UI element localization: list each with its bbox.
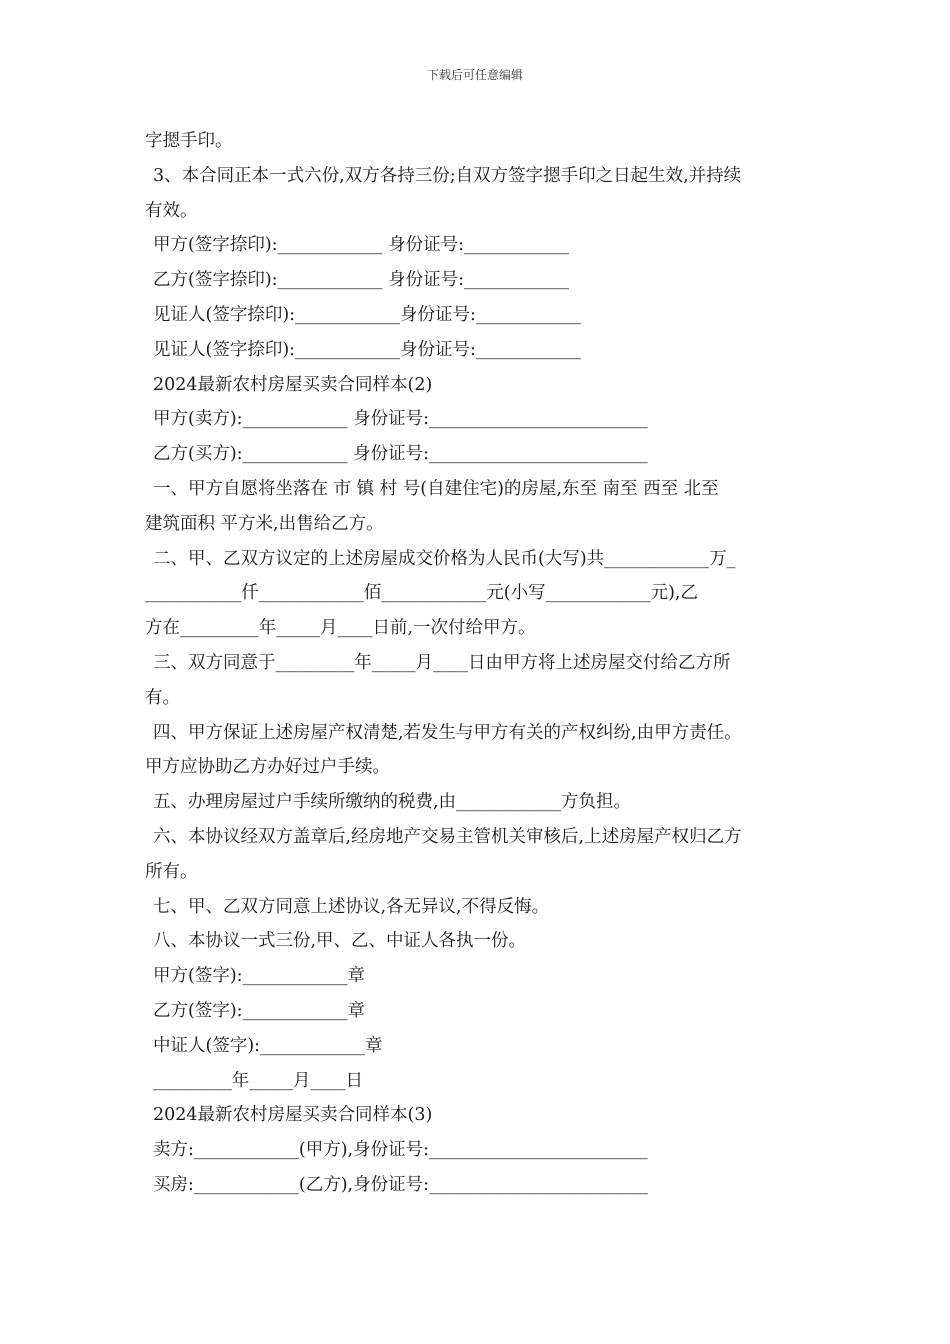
text-line: 卖方:____________(甲方),身份证号:_________________________ [153, 1140, 648, 1161]
text-line: 四、甲方保证上述房屋产权清楚,若发生与甲方有关的产权纠纷,由甲方责任。 [153, 722, 742, 743]
text-line: 方在_________年_____月____日前,一次付给甲方。 [145, 618, 536, 639]
text-line: 甲方(卖方):____________ 身份证号:_________________________ [153, 409, 648, 430]
text-line: 2024最新农村房屋买卖合同样本(3) [153, 1105, 433, 1126]
text-line: 五、办理房屋过户手续所缴纳的税费,由____________方负担。 [153, 792, 632, 813]
text-line: 甲方(签字):____________章 [153, 966, 366, 987]
text-line: ___________仟____________佰____________元(小写____________元),乙 [145, 583, 698, 604]
text-line: 八、本协议一式三份,甲、乙、中证人各执一份。 [153, 931, 527, 952]
text-line: 见证人(签字捺印):____________身份证号:____________ [153, 304, 581, 325]
text-line: 乙方(买方):____________ 身份证号:_________________________ [153, 444, 648, 465]
text-line: 甲方(签字捺印):____________ 身份证号:____________ [153, 235, 570, 256]
text-line: 中证人(签字):____________章 [153, 1035, 383, 1056]
text-line: _________年_____月____日 [153, 1070, 363, 1091]
text-line: 一、甲方自愿将坐落在 市 镇 村 号(自建住宅)的房屋,东至 南至 西至 北至 [153, 478, 719, 499]
text-line: 所有。 [145, 861, 198, 882]
text-line: 乙方(签字):____________章 [153, 1000, 366, 1021]
text-line: 二、甲、乙双方议定的上述房屋成交价格为人民币(大写)共____________万_ [153, 548, 736, 569]
text-line: 六、本协议经双方盖章后,经房地产交易主管机关审核后,上述房屋产权归乙方 [153, 826, 742, 847]
text-line: 字摁手印。 [145, 131, 233, 151]
text-line: 见证人(签字捺印):____________身份证号:____________ [153, 339, 581, 360]
text-line: 甲方应协助乙方办好过户手续。 [145, 757, 390, 778]
text-line: 乙方(签字捺印):____________ 身份证号:____________ [153, 270, 570, 291]
document-body [145, 124, 815, 1203]
text-line: 买房:____________(乙方),身份证号:_________________________ [153, 1174, 648, 1195]
text-line: 有效。 [145, 200, 198, 221]
text-line: 七、甲、乙双方同意上述协议,各无异议,不得反悔。 [153, 896, 550, 917]
page-header: 下载后可任意编辑 [426, 68, 523, 82]
text-line: 有。 [145, 687, 180, 708]
text-line: 三、双方同意于_________年_____月____日由甲方将上述房屋交付给乙方所 [153, 652, 731, 673]
text-line: 2024最新农村房屋买卖合同样本(2) [153, 374, 433, 395]
text-line: 3、本合同正本一式六份,双方各持三份;自双方签字摁手印之日起生效,并持续 [153, 165, 742, 186]
text-line: 建筑面积 平方米,出售给乙方。 [145, 513, 384, 534]
